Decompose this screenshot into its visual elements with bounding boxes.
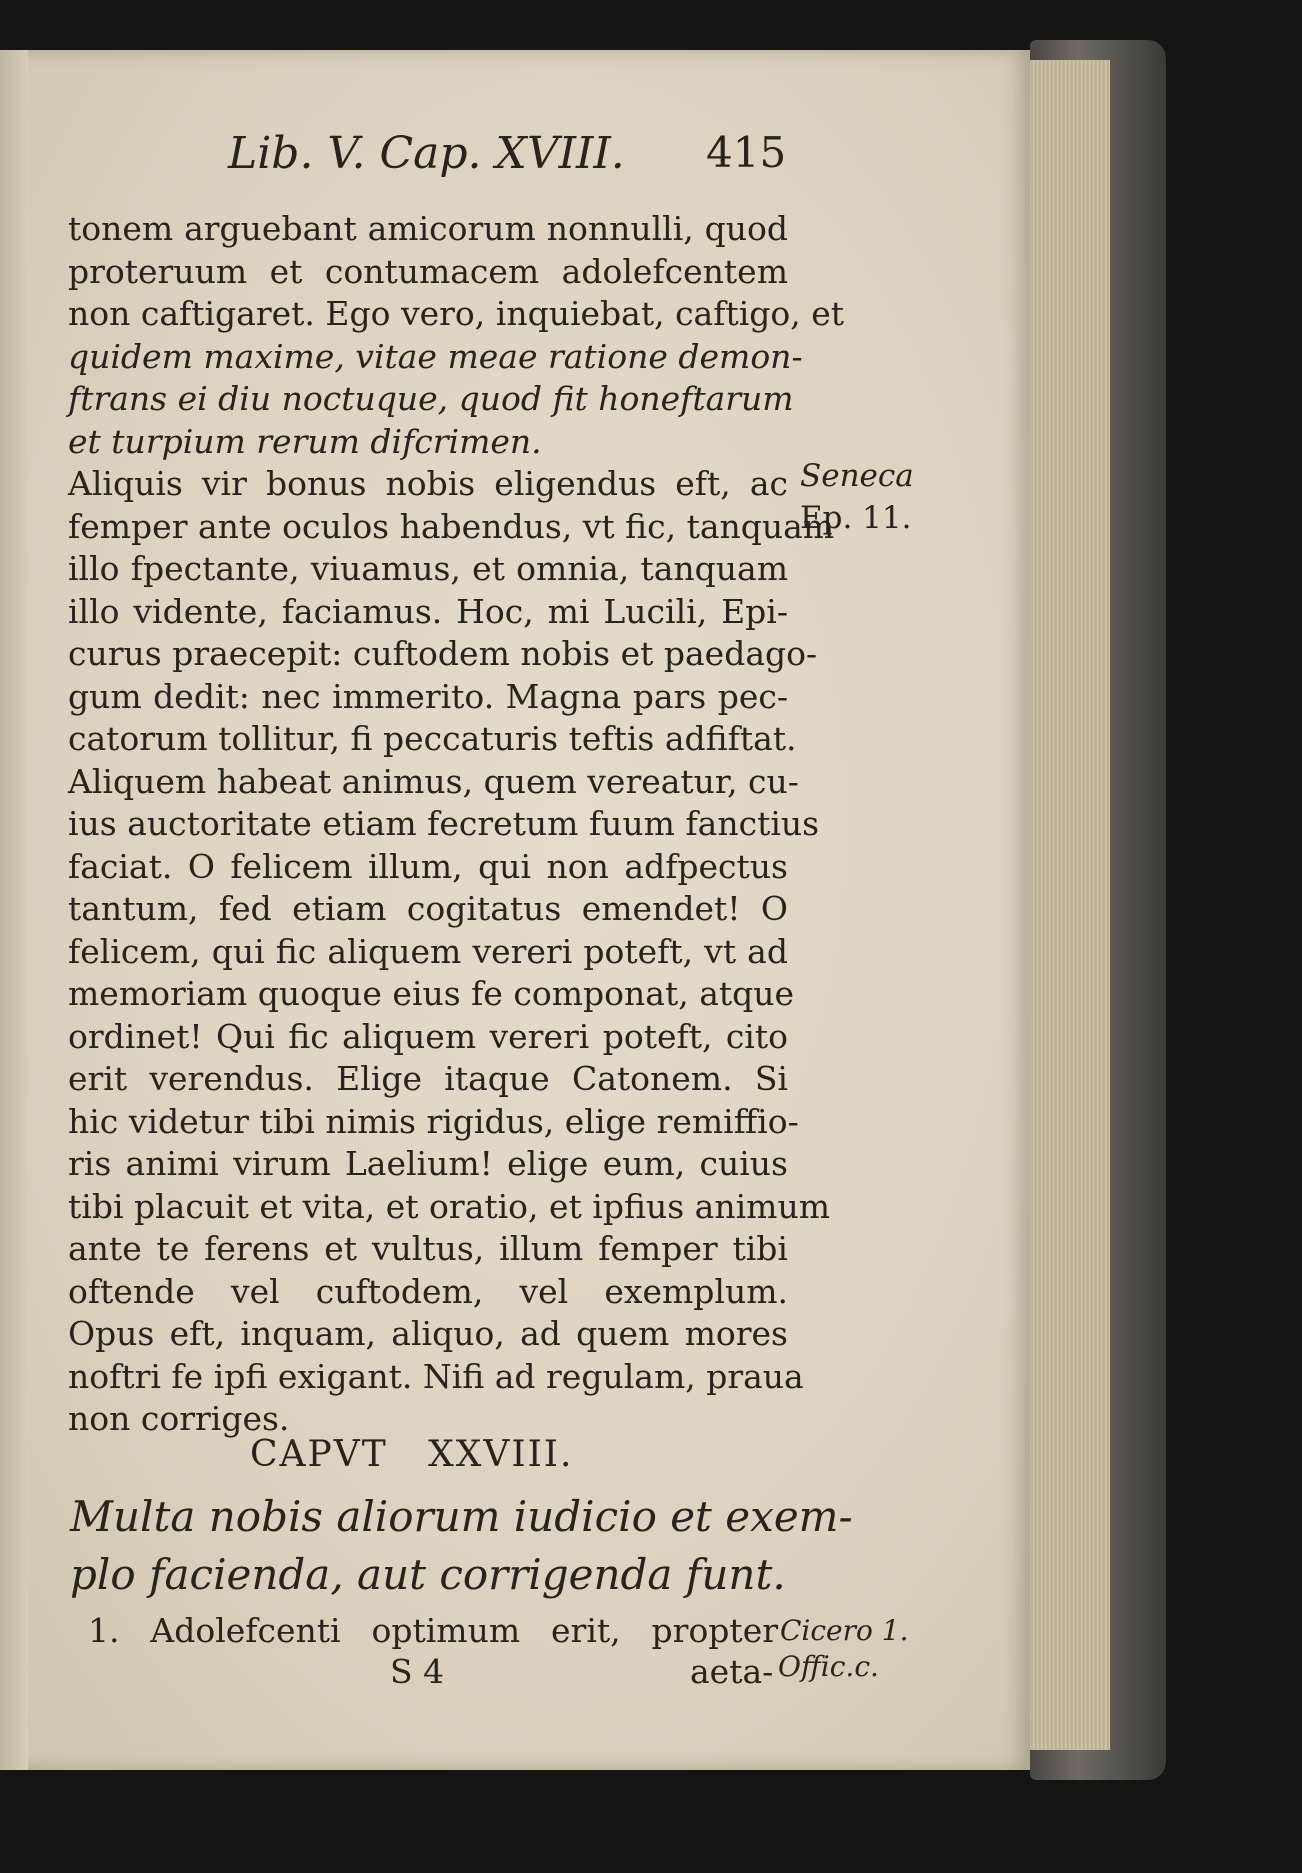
text-line: ordinet! Qui fic aliquem vereri poteft, cito	[68, 1016, 788, 1056]
margin-note-seneca: Seneca	[800, 458, 914, 494]
margin-note-offic: Offic.c.	[778, 1650, 879, 1683]
chapter-title-line-2: plo facienda, aut corrigenda funt.	[70, 1550, 786, 1599]
text-line: felicem, qui fic aliquem vereri poteft, vt ad	[68, 931, 788, 971]
chapter-heading: CAPVT XXVIII.	[250, 1434, 574, 1475]
text-line: ris animi virum Laelium! elige eum, cuius	[68, 1144, 788, 1183]
text-line: non corriges.	[68, 1399, 290, 1438]
text-line: non caftigaret. Ego vero, inquiebat, caftigo, et	[68, 294, 845, 333]
text-line: tibi placuit et vita, et oratio, et ipfius animum	[68, 1186, 830, 1226]
signature-mark: S 4	[390, 1652, 445, 1691]
text-line: Aliquem habeat animus, quem vereatur, cu-	[68, 761, 799, 801]
running-title: Lib. V. Cap. XVIII.	[228, 128, 625, 179]
chapter-title-line-1: Multa nobis aliorum iudicio et exem-	[70, 1492, 853, 1541]
text-line: hic videtur tibi nimis rigidus, elige remiffio-	[68, 1101, 799, 1141]
paragraph-first-line: 1. Adolefcenti optimum erit, propter	[88, 1611, 778, 1650]
page-number: 415	[706, 128, 787, 177]
text-line: catorum tollitur, fi peccaturis teftis adfiftat.	[68, 719, 797, 758]
text-line: memoriam quoque eius fe componat, atque	[68, 974, 795, 1013]
text-line: gum dedit: nec immerito. Magna pars pec-	[68, 676, 788, 716]
text-line: Aliquis vir bonus nobis eligendus eft, ac	[68, 464, 788, 503]
text-line: curus praecepit: cuftodem nobis et paedago-	[68, 634, 818, 673]
text-line: erit verendus. Elige itaque Catonem. Si	[68, 1059, 788, 1098]
catchword: aeta-	[690, 1652, 774, 1691]
text-line: proteruum et contumacem adolefcentem	[68, 251, 788, 291]
text-line: illo fpectante, viuamus, et omnia, tanquam	[68, 549, 788, 588]
text-line: tonem arguebant amicorum nonnulli, quod	[68, 209, 788, 248]
text-line: ante te ferens et vultus, illum femper tibi	[68, 1229, 788, 1268]
text-line: Opus eft, inquam, aliquo, ad quem mores	[68, 1314, 788, 1353]
text-line: illo vidente, faciamus. Hoc, mi Lucili, Epi-	[68, 591, 788, 631]
text-line: faciat. O felicem illum, qui non adfpectus	[68, 846, 788, 886]
text-line: quidem maxime, vitae meae ratione demon-	[68, 336, 803, 376]
text-line: noftri fe ipfi exigant. Nifi ad regulam, praua	[68, 1356, 804, 1396]
text-line: tantum, fed etiam cogitatus emendet! O	[68, 889, 788, 928]
text-line: femper ante oculos habendus, vt fic, tanquam	[68, 506, 835, 546]
text-line: oftende vel cuftodem, vel exemplum.	[68, 1271, 788, 1311]
margin-note-epistle: Ep. 11.	[800, 500, 912, 536]
margin-note-cicero: Cicero 1.	[780, 1614, 909, 1647]
text-line: et turpium rerum difcrimen.	[68, 421, 542, 461]
text-line: ius auctoritate etiam fecretum fuum fanctius	[68, 804, 820, 843]
text-line: ftrans ei diu noctuque, quod fit honeftarum	[68, 379, 794, 418]
